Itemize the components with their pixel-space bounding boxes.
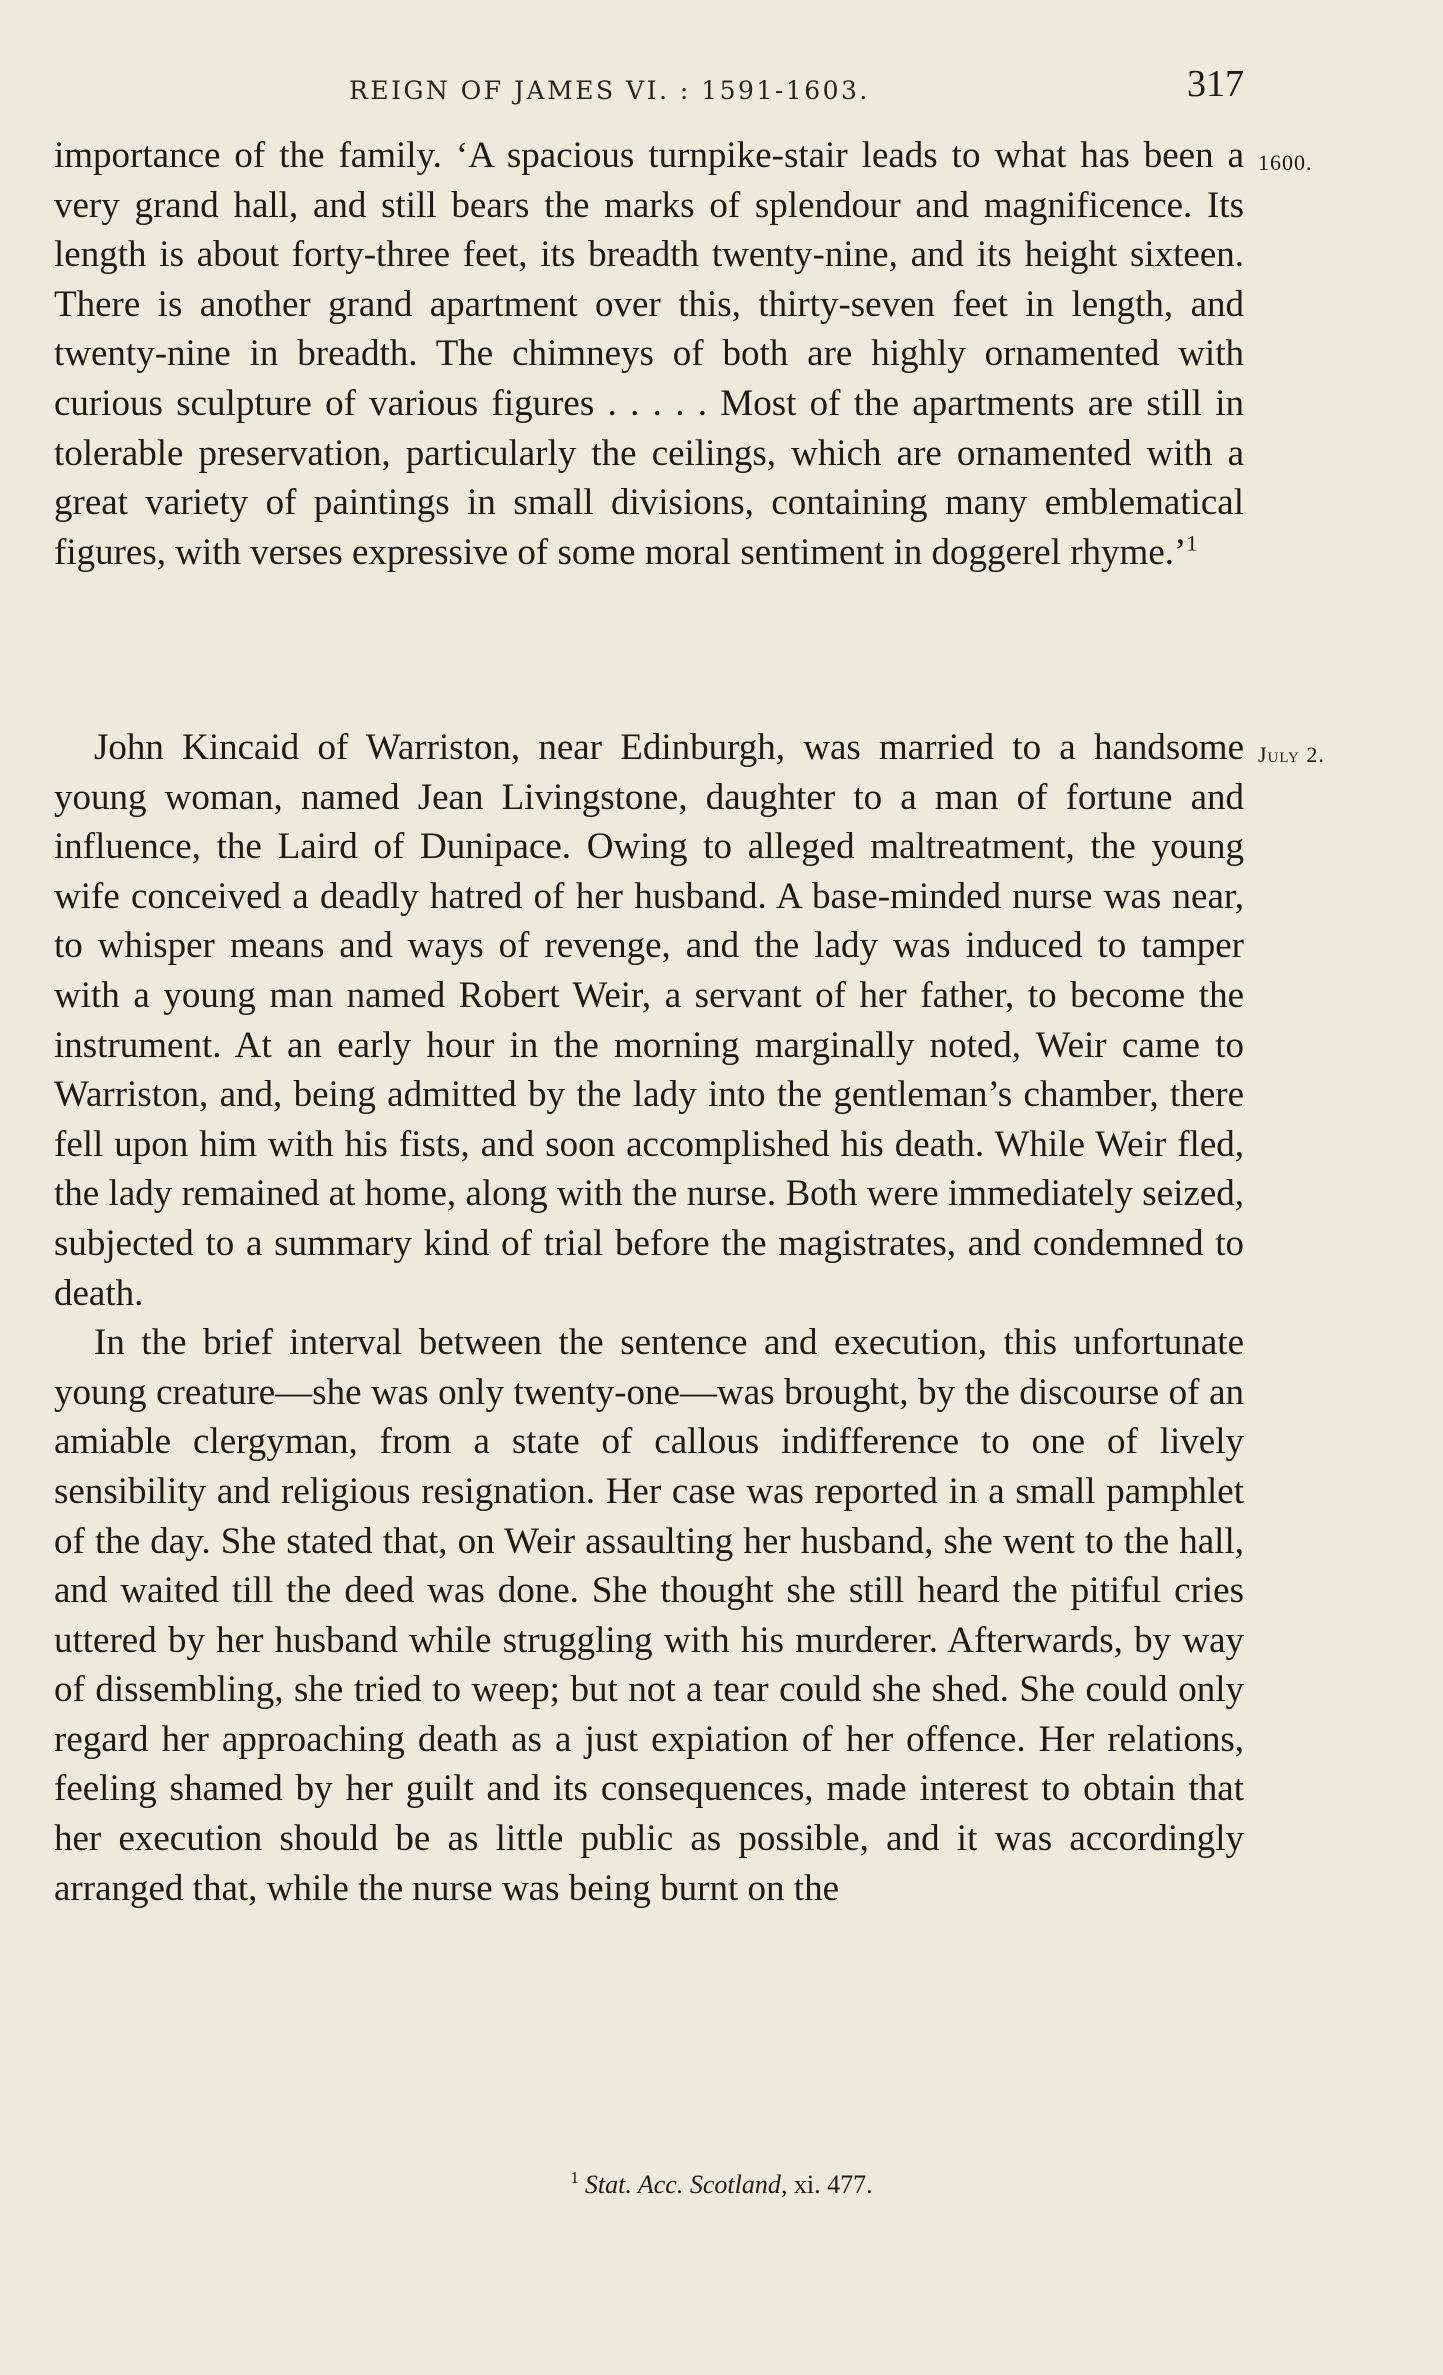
paragraph-interval: In the brief interval between the sentence and execution, this unfortunate young creature—she was only twenty-one—was brought, by the discourse of an amiable clergyman, from a state of callous indifference to one of lively sensibility and religious resignation. Her case was reported in a small pamphlet of the day. She stated that, on Weir assaulting her husband, she went to the hall, and waited till the deed was done. She thought she still heard the pitiful cries uttered by her husband while struggling with his murderer. Afterwards, by way of dissembling, she tried to weep; but not a tear could she shed. She could only regard her approaching death as a just expiation of her offence. Her relations, feeling shamed by her guilt and its consequences, made interest to obtain that her execution should be as little public as possible, and it was accordingly arranged that, while the nurse was being burnt on the [54, 1322, 1244, 1909]
paragraph-continued [54, 131, 1244, 577]
page-number: 317 [1187, 63, 1244, 105]
margin-note-year: 1600. [1258, 150, 1313, 175]
margin-note-date: July 2. [1258, 742, 1325, 767]
running-title: REIGN OF JAMES VI. : 1591-1603. [349, 76, 870, 105]
footnote-citation: xi. 477. [793, 2170, 873, 2199]
footnote-marker: 1 [570, 2168, 579, 2188]
running-head [54, 62, 1244, 112]
footnote [0, 2170, 1443, 2200]
paragraph-kincaid: John Kincaid of Warriston, near Edinburgh, was married to a handsome young woman, named Jean Livingstone, daughter to a man of fortune and influence, the Laird of Dunipace. Owing to alleged maltreatment, the young wife conceived a deadly hatred of her husband. A base-minded nurse was near, to whisper means and ways of revenge, and the lady was induced to tamper with a young man named Robert Weir, a servant of her father, to become the instrument. At an early hour in the morning marginally noted, Weir came to Warriston, and, being admitted by the lady into the gentleman’s chamber, there fell upon him with his fists, and soon accomplished his death. While Weir fled, the lady remained at home, along with the nurse. Both were immediately seized, subjected to a summary kind of trial before the magistrates, and condemned to death. [54, 727, 1244, 1314]
body-text-top [54, 131, 1244, 577]
footnote-title: Stat. Acc. Scotland, [584, 2170, 788, 2199]
footnote-reference: 1 [1186, 530, 1198, 556]
body-text-main [54, 723, 1244, 1913]
paragraph-text: importance of the family. ‘A spacious turnpike-stair leads to what has been a very grand hall, and still bears the marks of splendour and magnificence. Its length is about forty-three feet, its breadth twenty-nine, and its height sixteen. There is another grand apartment over this, thirty-seven feet in length, and twenty-nine in breadth. The chimneys of both are highly ornamented with curious sculpture of various figures . . . . . Most of the apartments are still in tolerable preservation, particularly the ceilings, which are ornamented with a great variety of paintings in small divisions, containing many emblematical figures, with verses expressive of some moral sentiment in doggerel rhyme.’ [54, 135, 1244, 573]
